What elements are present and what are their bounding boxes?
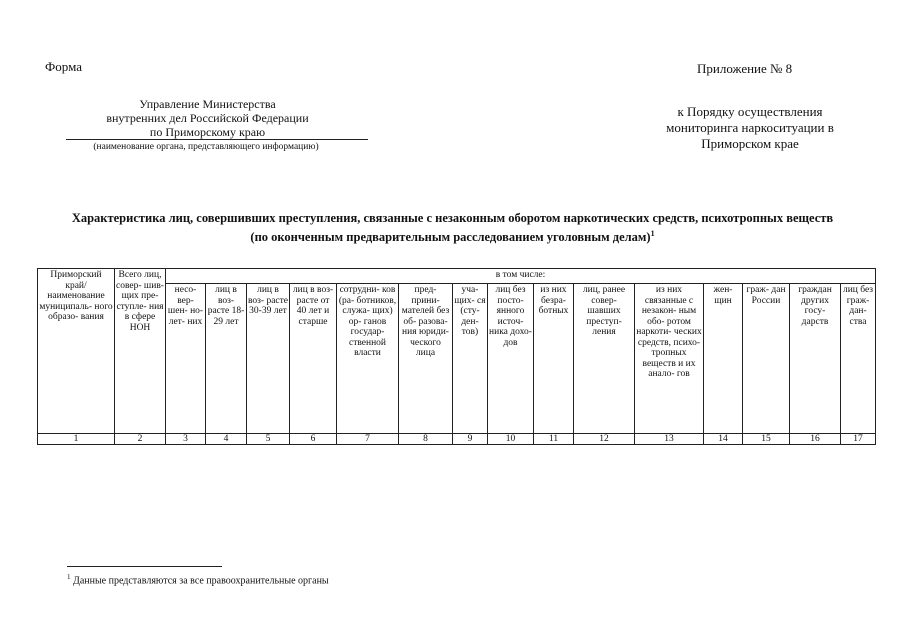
column-number-cell: 4 (206, 434, 247, 445)
annex-line-1: к Порядку осуществления (677, 104, 823, 119)
annex-title: Приложение № 8 (697, 61, 793, 76)
subheader-cell: пред- прини- мателей без об- разова- ния юриди- ческого лица (399, 284, 453, 434)
footnote-marker: 1 (67, 573, 71, 581)
annex-line-3: Приморском крае (701, 136, 799, 151)
column-number-cell: 2 (115, 434, 166, 445)
subheader-cell: граждан других госу- дарств (790, 284, 841, 434)
header-region: Приморский край/ наименование муниципаль- ного образо- вания (38, 269, 115, 434)
column-number-cell: 17 (841, 434, 876, 445)
report-title-line-2 (20, 226, 885, 245)
subheader-cell: лиц в воз- расте от 40 лет и старше (290, 284, 337, 434)
annex-line-2: мониторинга наркоситуации в (666, 120, 834, 135)
header-including: в том числе: (166, 269, 876, 284)
org-underline (66, 139, 368, 140)
column-number-cell: 16 (790, 434, 841, 445)
footnote-divider (67, 566, 222, 567)
subheader-cell: сотрудни- ков (ра- ботников, служа- щих) ор- ганов государ- ственной власти (337, 284, 399, 434)
column-number-cell: 13 (635, 434, 704, 445)
footnote (67, 573, 329, 586)
column-number-cell: 9 (453, 434, 488, 445)
subheader-cell: лиц без граж- дан- ства (841, 284, 876, 434)
column-number-cell: 6 (290, 434, 337, 445)
column-number-cell: 12 (574, 434, 635, 445)
footnote-ref: 1 (650, 229, 655, 238)
subheader-cell: лиц, ранее совер- шавших преступ- ления (574, 284, 635, 434)
subheader-cell: из них безра- ботных (534, 284, 574, 434)
subheader-cell: лиц в воз- расте 18-29 лет (206, 284, 247, 434)
subheader-cell: лиц в воз- расте 30-39 лет (247, 284, 290, 434)
org-line-2: внутренних дел Российской Федерации (106, 111, 309, 125)
report-title (20, 210, 885, 245)
column-number-cell: 8 (399, 434, 453, 445)
form-label: Форма (45, 59, 82, 74)
column-number-row (38, 434, 876, 445)
annex-reference (640, 104, 860, 152)
column-number-cell: 1 (38, 434, 115, 445)
header-total: Всего лиц, совер- шив- щих пре- ступле- ния в сфере НОН (115, 269, 166, 434)
footnote-text: Данные представляются за все правоохранительные органы (73, 575, 329, 587)
subheader-cell: несо- вер- шен- но- лет- них (166, 284, 206, 434)
subheader-cell: жен- щин (704, 284, 743, 434)
report-title-line-2-text: (по оконченным предварительным расследованием уголовным делам) (250, 230, 651, 245)
subheader-cell: лиц без посто- янного источ- ника дохо- дов (488, 284, 534, 434)
column-number-cell: 15 (743, 434, 790, 445)
organization-name (55, 97, 360, 139)
column-number-cell: 3 (166, 434, 206, 445)
subheader-cell: из них связанные с незакон- ным обо- ротом наркоти- ческих средств, психо- тропных веществ и их анало- гов (635, 284, 704, 434)
column-number-cell: 11 (534, 434, 574, 445)
column-number-cell: 7 (337, 434, 399, 445)
org-caption: (наименование органа, представляющего информацию) (93, 142, 319, 152)
subheader-cell: граж- дан России (743, 284, 790, 434)
column-number-cell: 10 (488, 434, 534, 445)
column-number-cell: 14 (704, 434, 743, 445)
org-line-3: по Приморскому краю (149, 125, 266, 139)
statistics-table (37, 268, 876, 445)
report-title-line-1: Характеристика лиц, совершивших преступления, связанные с незаконным оборотом наркотических средств, психотропных веществ (71, 211, 834, 225)
org-line-1: Управление Министерства (139, 97, 276, 111)
subheader-cell: уча- щих- ся (сту- ден- тов) (453, 284, 488, 434)
column-number-cell: 5 (247, 434, 290, 445)
